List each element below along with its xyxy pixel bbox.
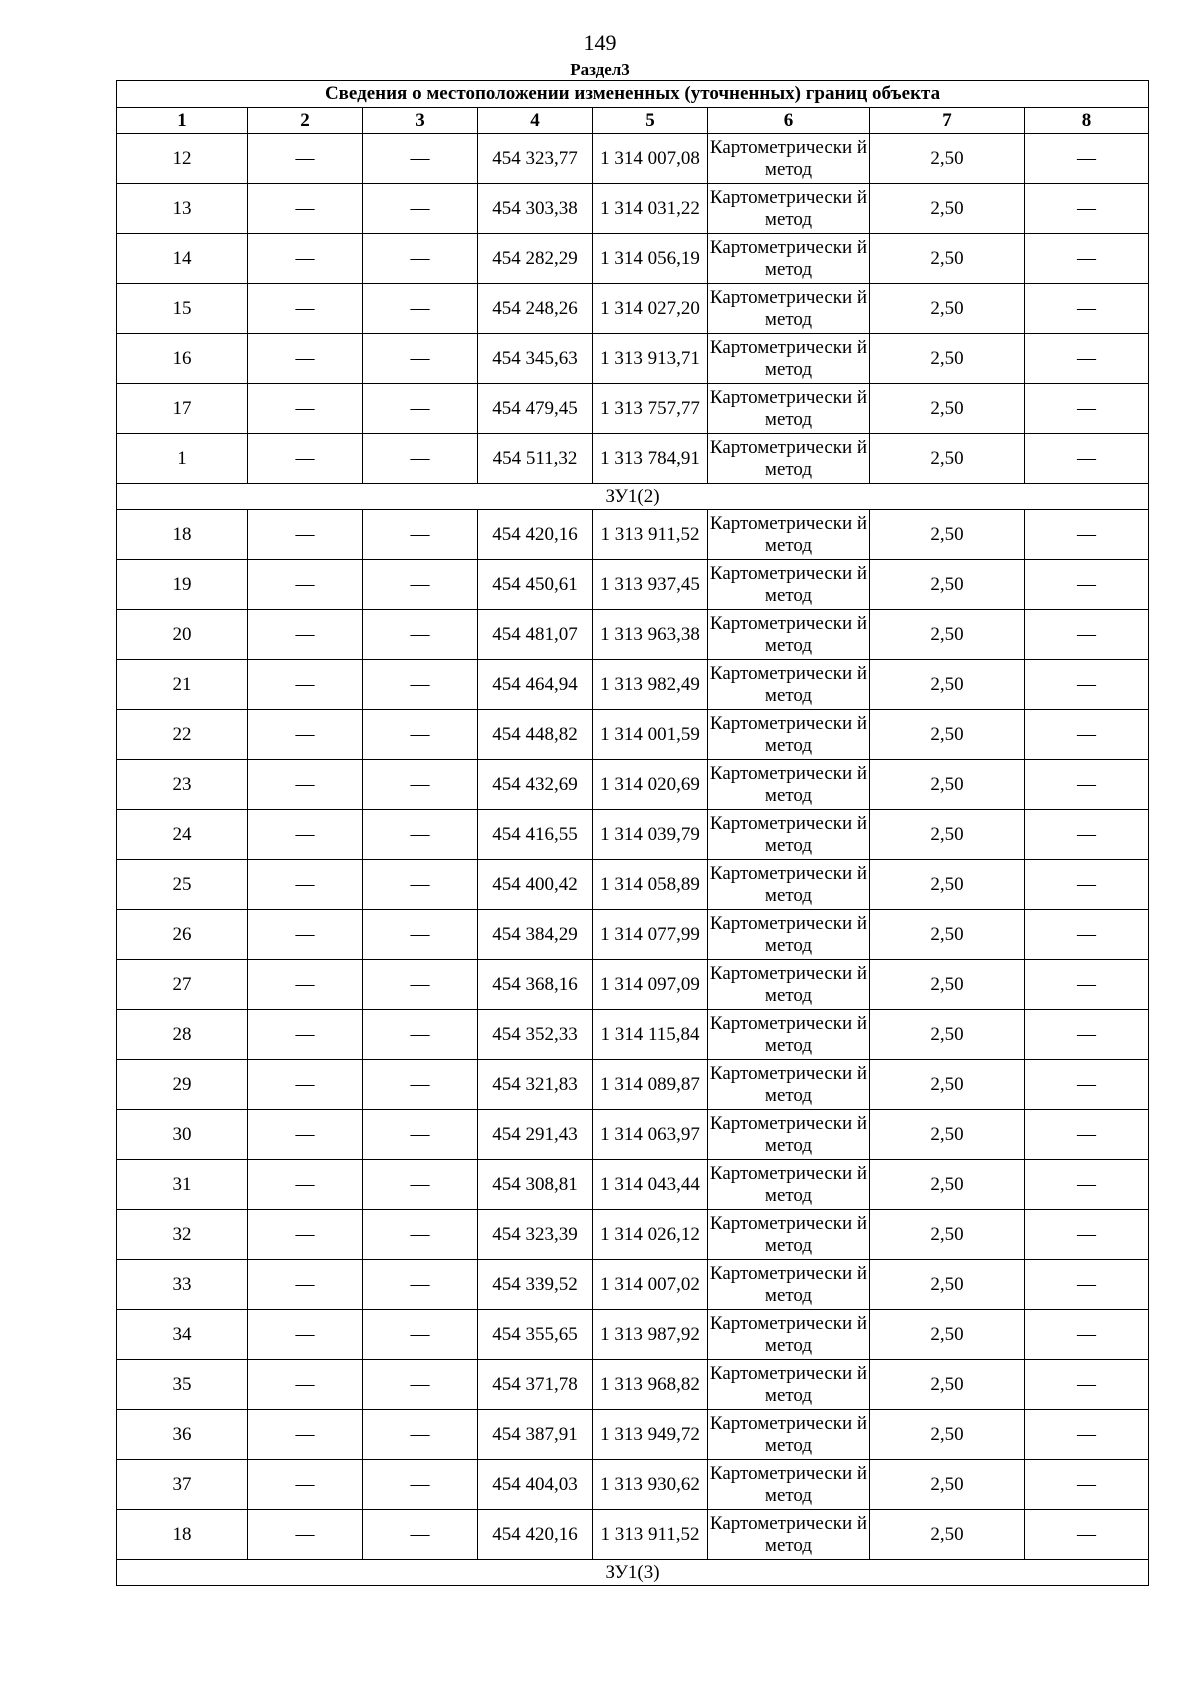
column-3-value: —	[363, 760, 478, 810]
method-cell: Картометрически й метод	[708, 1310, 870, 1360]
table-row	[117, 184, 1149, 234]
accuracy-value: 2,50	[870, 1410, 1025, 1460]
table-row	[117, 234, 1149, 284]
point-number: 1	[117, 434, 248, 484]
method-cell: Картометрически й метод	[708, 1160, 870, 1210]
accuracy-value: 2,50	[870, 610, 1025, 660]
method-cell: Картометрически й метод	[708, 1510, 870, 1560]
column-3-value: —	[363, 660, 478, 710]
table-row	[117, 660, 1149, 710]
table-row	[117, 284, 1149, 334]
group-label: ЗУ1(2)	[117, 484, 1149, 510]
column-8-value: —	[1025, 660, 1149, 710]
column-2-value: —	[248, 334, 363, 384]
method-cell: Картометрически й метод	[708, 960, 870, 1010]
method-cell: Картометрически й метод	[708, 1410, 870, 1460]
x-coordinate: 454 308,81	[478, 1160, 593, 1210]
column-3-value: —	[363, 1510, 478, 1560]
column-8-value: —	[1025, 960, 1149, 1010]
column-8-value: —	[1025, 384, 1149, 434]
x-coordinate: 454 448,82	[478, 710, 593, 760]
column-8-value: —	[1025, 434, 1149, 484]
point-number: 15	[117, 284, 248, 334]
column-2-value: —	[248, 284, 363, 334]
table-row	[117, 1510, 1149, 1560]
column-8-value: —	[1025, 1060, 1149, 1110]
method-cell: Картометрически й метод	[708, 910, 870, 960]
x-coordinate: 454 321,83	[478, 1060, 593, 1110]
x-coordinate: 454 248,26	[478, 284, 593, 334]
x-coordinate: 454 291,43	[478, 1110, 593, 1160]
column-2-value: —	[248, 234, 363, 284]
column-8-value: —	[1025, 610, 1149, 660]
column-8-value: —	[1025, 1410, 1149, 1460]
column-8-value: —	[1025, 560, 1149, 610]
x-coordinate: 454 323,39	[478, 1210, 593, 1260]
column-8-value: —	[1025, 860, 1149, 910]
method-cell: Картометрически й метод	[708, 660, 870, 710]
column-8-value: —	[1025, 1310, 1149, 1360]
y-coordinate: 1 314 001,59	[593, 710, 708, 760]
table-row	[117, 510, 1149, 560]
column-2-value: —	[248, 710, 363, 760]
column-3-value: —	[363, 910, 478, 960]
column-2-value: —	[248, 1410, 363, 1460]
y-coordinate: 1 313 911,52	[593, 510, 708, 560]
point-number: 32	[117, 1210, 248, 1260]
point-number: 18	[117, 1510, 248, 1560]
method-cell: Картометрически й метод	[708, 184, 870, 234]
table-row	[117, 560, 1149, 610]
x-coordinate: 454 384,29	[478, 910, 593, 960]
y-coordinate: 1 313 784,91	[593, 434, 708, 484]
table-row	[117, 1110, 1149, 1160]
column-2-value: —	[248, 560, 363, 610]
method-cell: Картометрически й метод	[708, 610, 870, 660]
accuracy-value: 2,50	[870, 810, 1025, 860]
column-header: 2	[248, 108, 363, 134]
column-8-value: —	[1025, 1360, 1149, 1410]
y-coordinate: 1 314 097,09	[593, 960, 708, 1010]
method-cell: Картометрически й метод	[708, 284, 870, 334]
accuracy-value: 2,50	[870, 510, 1025, 560]
point-number: 37	[117, 1460, 248, 1510]
y-coordinate: 1 314 026,12	[593, 1210, 708, 1260]
y-coordinate: 1 313 757,77	[593, 384, 708, 434]
table-row	[117, 334, 1149, 384]
method-cell: Картометрически й метод	[708, 1210, 870, 1260]
group-label: ЗУ1(3)	[117, 1560, 1149, 1586]
point-number: 23	[117, 760, 248, 810]
column-2-value: —	[248, 134, 363, 184]
table-row	[117, 610, 1149, 660]
method-cell: Картометрически й метод	[708, 134, 870, 184]
x-coordinate: 454 345,63	[478, 334, 593, 384]
column-3-value: —	[363, 860, 478, 910]
column-header: 6	[708, 108, 870, 134]
accuracy-value: 2,50	[870, 1310, 1025, 1360]
table-row	[117, 1010, 1149, 1060]
point-number: 21	[117, 660, 248, 710]
column-3-value: —	[363, 384, 478, 434]
group-row	[117, 484, 1149, 510]
accuracy-value: 2,50	[870, 184, 1025, 234]
column-8-value: —	[1025, 284, 1149, 334]
accuracy-value: 2,50	[870, 1360, 1025, 1410]
table-row	[117, 1160, 1149, 1210]
x-coordinate: 454 400,42	[478, 860, 593, 910]
accuracy-value: 2,50	[870, 1210, 1025, 1260]
x-coordinate: 454 420,16	[478, 510, 593, 560]
column-2-value: —	[248, 810, 363, 860]
column-3-value: —	[363, 1310, 478, 1360]
column-8-value: —	[1025, 710, 1149, 760]
table-row	[117, 434, 1149, 484]
method-cell: Картометрически й метод	[708, 234, 870, 284]
accuracy-value: 2,50	[870, 1510, 1025, 1560]
point-number: 13	[117, 184, 248, 234]
point-number: 28	[117, 1010, 248, 1060]
accuracy-value: 2,50	[870, 1010, 1025, 1060]
y-coordinate: 1 313 987,92	[593, 1310, 708, 1360]
column-3-value: —	[363, 810, 478, 860]
method-cell: Картометрически й метод	[708, 334, 870, 384]
column-3-value: —	[363, 334, 478, 384]
y-coordinate: 1 313 937,45	[593, 560, 708, 610]
column-8-value: —	[1025, 184, 1149, 234]
page-number: 149	[583, 30, 617, 55]
y-coordinate: 1 314 063,97	[593, 1110, 708, 1160]
column-header: 7	[870, 108, 1025, 134]
column-2-value: —	[248, 1510, 363, 1560]
column-2-value: —	[248, 960, 363, 1010]
table-row	[117, 760, 1149, 810]
column-2-value: —	[248, 760, 363, 810]
column-2-value: —	[248, 510, 363, 560]
column-2-value: —	[248, 660, 363, 710]
table-row	[117, 1360, 1149, 1410]
method-cell: Картометрически й метод	[708, 1360, 870, 1410]
y-coordinate: 1 313 913,71	[593, 334, 708, 384]
point-number: 12	[117, 134, 248, 184]
column-2-value: —	[248, 860, 363, 910]
column-8-value: —	[1025, 134, 1149, 184]
column-2-value: —	[248, 1360, 363, 1410]
column-8-value: —	[1025, 910, 1149, 960]
column-3-value: —	[363, 234, 478, 284]
column-2-value: —	[248, 1060, 363, 1110]
point-number: 34	[117, 1310, 248, 1360]
column-header: 1	[117, 108, 248, 134]
column-3-value: —	[363, 434, 478, 484]
column-2-value: —	[248, 1160, 363, 1210]
column-8-value: —	[1025, 334, 1149, 384]
method-cell: Картометрически й метод	[708, 1060, 870, 1110]
column-3-value: —	[363, 184, 478, 234]
x-coordinate: 454 464,94	[478, 660, 593, 710]
point-number: 24	[117, 810, 248, 860]
column-3-value: —	[363, 1460, 478, 1510]
section-title: Раздел3	[570, 60, 630, 79]
x-coordinate: 454 404,03	[478, 1460, 593, 1510]
column-header: 5	[593, 108, 708, 134]
x-coordinate: 454 371,78	[478, 1360, 593, 1410]
point-number: 14	[117, 234, 248, 284]
point-number: 17	[117, 384, 248, 434]
column-2-value: —	[248, 184, 363, 234]
column-3-value: —	[363, 1410, 478, 1460]
x-coordinate: 454 323,77	[478, 134, 593, 184]
accuracy-value: 2,50	[870, 960, 1025, 1010]
accuracy-value: 2,50	[870, 434, 1025, 484]
accuracy-value: 2,50	[870, 1160, 1025, 1210]
point-number: 19	[117, 560, 248, 610]
accuracy-value: 2,50	[870, 284, 1025, 334]
y-coordinate: 1 314 115,84	[593, 1010, 708, 1060]
x-coordinate: 454 481,07	[478, 610, 593, 660]
column-3-value: —	[363, 284, 478, 334]
column-3-value: —	[363, 134, 478, 184]
method-cell: Картометрически й метод	[708, 760, 870, 810]
point-number: 20	[117, 610, 248, 660]
column-2-value: —	[248, 910, 363, 960]
column-3-value: —	[363, 1010, 478, 1060]
y-coordinate: 1 314 043,44	[593, 1160, 708, 1210]
column-3-value: —	[363, 1160, 478, 1210]
y-coordinate: 1 313 949,72	[593, 1410, 708, 1460]
point-number: 29	[117, 1060, 248, 1110]
column-8-value: —	[1025, 1260, 1149, 1310]
table-row	[117, 960, 1149, 1010]
y-coordinate: 1 313 968,82	[593, 1360, 708, 1410]
column-3-value: —	[363, 510, 478, 560]
y-coordinate: 1 314 020,69	[593, 760, 708, 810]
y-coordinate: 1 314 031,22	[593, 184, 708, 234]
accuracy-value: 2,50	[870, 710, 1025, 760]
method-cell: Картометрически й метод	[708, 1260, 870, 1310]
accuracy-value: 2,50	[870, 860, 1025, 910]
y-coordinate: 1 314 077,99	[593, 910, 708, 960]
x-coordinate: 454 450,61	[478, 560, 593, 610]
column-3-value: —	[363, 1060, 478, 1110]
column-2-value: —	[248, 1260, 363, 1310]
column-2-value: —	[248, 1460, 363, 1510]
y-coordinate: 1 314 058,89	[593, 860, 708, 910]
column-3-value: —	[363, 1110, 478, 1160]
column-8-value: —	[1025, 510, 1149, 560]
point-number: 18	[117, 510, 248, 560]
x-coordinate: 454 387,91	[478, 1410, 593, 1460]
x-coordinate: 454 368,16	[478, 960, 593, 1010]
accuracy-value: 2,50	[870, 234, 1025, 284]
x-coordinate: 454 339,52	[478, 1260, 593, 1310]
accuracy-value: 2,50	[870, 134, 1025, 184]
column-2-value: —	[248, 1310, 363, 1360]
method-cell: Картометрически й метод	[708, 860, 870, 910]
y-coordinate: 1 314 007,02	[593, 1260, 708, 1310]
x-coordinate: 454 511,32	[478, 434, 593, 484]
column-2-value: —	[248, 1010, 363, 1060]
point-number: 16	[117, 334, 248, 384]
column-8-value: —	[1025, 760, 1149, 810]
column-3-value: —	[363, 710, 478, 760]
table-row	[117, 1310, 1149, 1360]
x-coordinate: 454 420,16	[478, 1510, 593, 1560]
table-row	[117, 910, 1149, 960]
point-number: 27	[117, 960, 248, 1010]
column-2-value: —	[248, 610, 363, 660]
column-8-value: —	[1025, 810, 1149, 860]
method-cell: Картометрически й метод	[708, 434, 870, 484]
table-row	[117, 810, 1149, 860]
y-coordinate: 1 313 982,49	[593, 660, 708, 710]
method-cell: Картометрически й метод	[708, 810, 870, 860]
column-header: 8	[1025, 108, 1149, 134]
column-2-value: —	[248, 1210, 363, 1260]
coordinates-table	[116, 80, 1149, 1586]
table-row	[117, 1260, 1149, 1310]
x-coordinate: 454 282,29	[478, 234, 593, 284]
accuracy-value: 2,50	[870, 1460, 1025, 1510]
method-cell: Картометрически й метод	[708, 384, 870, 434]
column-8-value: —	[1025, 234, 1149, 284]
column-header: 4	[478, 108, 593, 134]
column-3-value: —	[363, 560, 478, 610]
x-coordinate: 454 432,69	[478, 760, 593, 810]
column-8-value: —	[1025, 1010, 1149, 1060]
method-cell: Картометрически й метод	[708, 560, 870, 610]
accuracy-value: 2,50	[870, 384, 1025, 434]
column-2-value: —	[248, 384, 363, 434]
table-row	[117, 1210, 1149, 1260]
column-3-value: —	[363, 1260, 478, 1310]
x-coordinate: 454 416,55	[478, 810, 593, 860]
point-number: 30	[117, 1110, 248, 1160]
method-cell: Картометрически й метод	[708, 1110, 870, 1160]
y-coordinate: 1 314 039,79	[593, 810, 708, 860]
column-8-value: —	[1025, 1460, 1149, 1510]
column-8-value: —	[1025, 1510, 1149, 1560]
x-coordinate: 454 479,45	[478, 384, 593, 434]
column-3-value: —	[363, 1360, 478, 1410]
table-row	[117, 1060, 1149, 1110]
table-row	[117, 1410, 1149, 1460]
x-coordinate: 454 352,33	[478, 1010, 593, 1060]
table-title-row	[117, 81, 1149, 108]
y-coordinate: 1 314 027,20	[593, 284, 708, 334]
y-coordinate: 1 313 911,52	[593, 1510, 708, 1560]
point-number: 33	[117, 1260, 248, 1310]
column-8-value: —	[1025, 1110, 1149, 1160]
method-cell: Картометрически й метод	[708, 1460, 870, 1510]
column-header-row	[117, 108, 1149, 134]
x-coordinate: 454 355,65	[478, 1310, 593, 1360]
accuracy-value: 2,50	[870, 910, 1025, 960]
y-coordinate: 1 313 963,38	[593, 610, 708, 660]
accuracy-value: 2,50	[870, 560, 1025, 610]
column-8-value: —	[1025, 1210, 1149, 1260]
column-2-value: —	[248, 434, 363, 484]
method-cell: Картометрически й метод	[708, 1010, 870, 1060]
column-3-value: —	[363, 610, 478, 660]
table-row	[117, 1460, 1149, 1510]
table-row	[117, 134, 1149, 184]
method-cell: Картометрически й метод	[708, 710, 870, 760]
table-title: Сведения о местоположении измененных (уточненных) границ объекта	[117, 81, 1149, 108]
point-number: 26	[117, 910, 248, 960]
column-3-value: —	[363, 960, 478, 1010]
column-8-value: —	[1025, 1160, 1149, 1210]
accuracy-value: 2,50	[870, 660, 1025, 710]
table-row	[117, 860, 1149, 910]
column-2-value: —	[248, 1110, 363, 1160]
point-number: 31	[117, 1160, 248, 1210]
table-row	[117, 710, 1149, 760]
point-number: 35	[117, 1360, 248, 1410]
point-number: 36	[117, 1410, 248, 1460]
point-number: 22	[117, 710, 248, 760]
point-number: 25	[117, 860, 248, 910]
y-coordinate: 1 314 056,19	[593, 234, 708, 284]
x-coordinate: 454 303,38	[478, 184, 593, 234]
accuracy-value: 2,50	[870, 1110, 1025, 1160]
accuracy-value: 2,50	[870, 1260, 1025, 1310]
column-header: 3	[363, 108, 478, 134]
column-3-value: —	[363, 1210, 478, 1260]
accuracy-value: 2,50	[870, 760, 1025, 810]
accuracy-value: 2,50	[870, 1060, 1025, 1110]
y-coordinate: 1 314 007,08	[593, 134, 708, 184]
group-row	[117, 1560, 1149, 1586]
y-coordinate: 1 313 930,62	[593, 1460, 708, 1510]
method-cell: Картометрически й метод	[708, 510, 870, 560]
table-row	[117, 384, 1149, 434]
y-coordinate: 1 314 089,87	[593, 1060, 708, 1110]
accuracy-value: 2,50	[870, 334, 1025, 384]
